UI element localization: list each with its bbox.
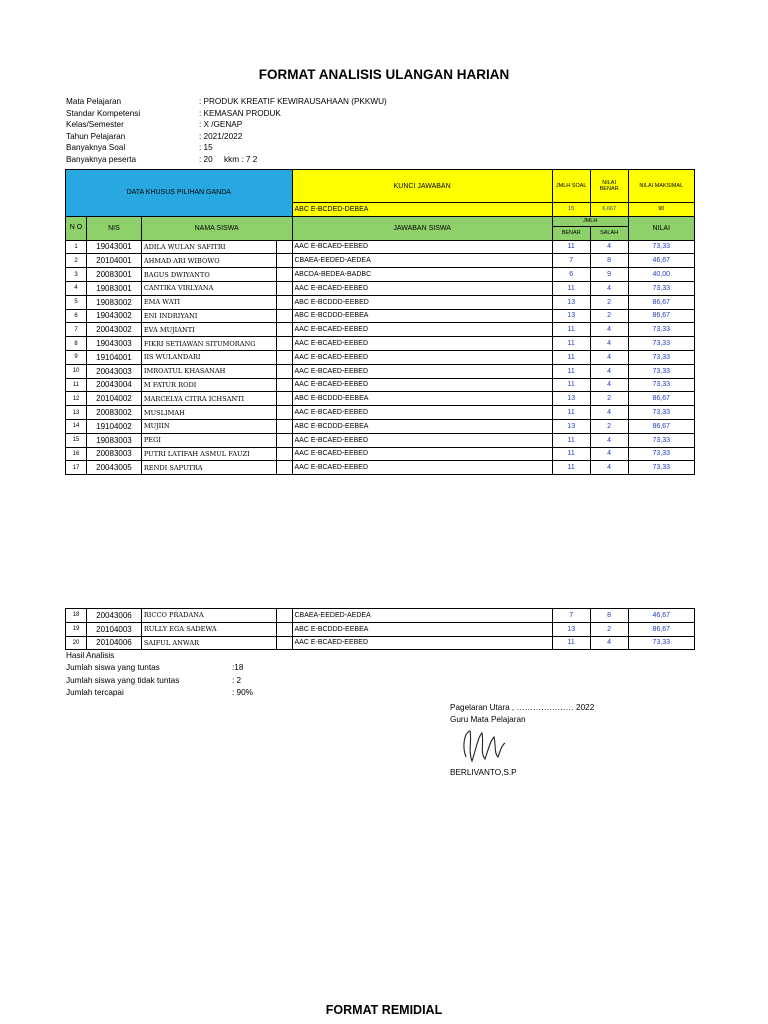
cell-nilai: 86,67 bbox=[628, 295, 694, 309]
cell-no: 12 bbox=[66, 392, 87, 406]
cell-nama: AHMAD ARI WIBOWO bbox=[141, 254, 276, 268]
cell-blank bbox=[276, 240, 292, 254]
table-row bbox=[66, 350, 695, 364]
info-row bbox=[66, 154, 387, 166]
cell-salah: 4 bbox=[590, 461, 628, 475]
table-row bbox=[66, 295, 695, 309]
cell-blank bbox=[276, 419, 292, 433]
cell-jawaban: ABC E-BCDDD-EEBEA bbox=[292, 309, 552, 323]
cell-benar: 11 bbox=[552, 337, 590, 351]
info-label: Tahun Pelajaran bbox=[66, 131, 126, 141]
table-row bbox=[66, 447, 695, 461]
header-nilai-maksimal: NILAI MAKSIMAL bbox=[628, 170, 694, 203]
cell-benar: 11 bbox=[552, 461, 590, 475]
cell-jawaban: AAC E-BCAED-EEBED bbox=[292, 337, 552, 351]
cell-salah: 4 bbox=[590, 447, 628, 461]
teacher-name: BERLIVANTO,S.P bbox=[450, 767, 517, 777]
cell-nama: MARCELYA CITRA ICHSANTI bbox=[141, 392, 276, 406]
cell-nama: RICCO PRADANA bbox=[141, 609, 276, 623]
info-label: Banyaknya Soal bbox=[66, 143, 126, 153]
cell-salah: 4 bbox=[590, 240, 628, 254]
cell-salah: 4 bbox=[590, 323, 628, 337]
col-nis: NIS bbox=[87, 216, 142, 240]
cell-jawaban: AAC E-BCAED-EEBED bbox=[292, 364, 552, 378]
cell-jawaban: ABCDA-BEDEA-BADBC bbox=[292, 268, 552, 282]
cell-nilai: 73,33 bbox=[628, 378, 694, 392]
kunci-value: ABC E-BCDED-DEBEA bbox=[292, 203, 552, 217]
info-value: : 2021/2022 bbox=[199, 131, 243, 141]
cell-no: 11 bbox=[66, 378, 87, 392]
cell-nilai: 73,33 bbox=[628, 240, 694, 254]
cell-no: 3 bbox=[66, 268, 87, 282]
table-row bbox=[66, 419, 695, 433]
cell-nis: 20104006 bbox=[87, 636, 142, 650]
header-jmlh-soal: JMLH SOAL bbox=[552, 170, 590, 203]
cell-nama: SAIFUL ANWAR bbox=[141, 636, 276, 650]
hasil-label: Jumlah tercapai bbox=[66, 687, 124, 697]
table-row bbox=[66, 323, 695, 337]
cell-jawaban: CBAEA-EEDED-AEDEA bbox=[292, 254, 552, 268]
info-row bbox=[66, 142, 387, 154]
cell-no: 6 bbox=[66, 309, 87, 323]
cell-nama: PUTRI LATIFAH ASMUL FAUZI bbox=[141, 447, 276, 461]
teacher-role: Guru Mata Pelajaran bbox=[450, 715, 526, 725]
cell-benar: 11 bbox=[552, 323, 590, 337]
cell-benar: 7 bbox=[552, 609, 590, 623]
table-row bbox=[66, 622, 695, 636]
hasil-title: Hasil Analisis bbox=[66, 651, 115, 660]
table-row bbox=[66, 406, 695, 420]
cell-salah: 4 bbox=[590, 350, 628, 364]
cell-nis: 20104001 bbox=[87, 254, 142, 268]
cell-benar: 13 bbox=[552, 295, 590, 309]
cell-blank bbox=[276, 309, 292, 323]
hasil-value: :18 bbox=[232, 663, 244, 673]
cell-jawaban: AAC E-BCAED-EEBED bbox=[292, 240, 552, 254]
cell-benar: 11 bbox=[552, 364, 590, 378]
cell-nama: CANTIKA VIRLYANA bbox=[141, 281, 276, 295]
cell-nilai: 86,67 bbox=[628, 392, 694, 406]
cell-nama: IIS WULANDARI bbox=[141, 350, 276, 364]
cell-nama: EMA WATI bbox=[141, 295, 276, 309]
table-row bbox=[66, 461, 695, 475]
info-block bbox=[66, 96, 387, 166]
table-row bbox=[66, 337, 695, 351]
cell-blank bbox=[276, 295, 292, 309]
cell-nis: 19043003 bbox=[87, 337, 142, 351]
cell-benar: 11 bbox=[552, 350, 590, 364]
cell-benar: 13 bbox=[552, 622, 590, 636]
cell-salah: 2 bbox=[590, 309, 628, 323]
cell-no: 7 bbox=[66, 323, 87, 337]
cell-salah: 4 bbox=[590, 406, 628, 420]
table-row bbox=[66, 240, 695, 254]
info-value: : 15 bbox=[199, 143, 213, 153]
signature-image bbox=[458, 727, 518, 767]
cell-benar: 11 bbox=[552, 240, 590, 254]
cell-nilai: 73,33 bbox=[628, 281, 694, 295]
cell-blank bbox=[276, 337, 292, 351]
cell-blank bbox=[276, 378, 292, 392]
place-date: Pagelaran Utara , ………………… 2022 bbox=[450, 703, 595, 712]
cell-nis: 20043005 bbox=[87, 461, 142, 475]
cell-salah: 4 bbox=[590, 378, 628, 392]
cell-nis: 20083001 bbox=[87, 268, 142, 282]
hasil-label: Jumlah siswa yang tidak tuntas bbox=[66, 675, 180, 685]
cell-nis: 20043004 bbox=[87, 378, 142, 392]
cell-no: 9 bbox=[66, 350, 87, 364]
cell-benar: 11 bbox=[552, 406, 590, 420]
cell-no: 8 bbox=[66, 337, 87, 351]
cell-nis: 19104002 bbox=[87, 419, 142, 433]
cell-nis: 20083003 bbox=[87, 447, 142, 461]
col-jmlh: JMLH bbox=[552, 216, 628, 226]
cell-jawaban: AAC E-BCAED-EEBED bbox=[292, 406, 552, 420]
cell-blank bbox=[276, 461, 292, 475]
cell-benar: 13 bbox=[552, 392, 590, 406]
cell-no: 19 bbox=[66, 622, 87, 636]
info-row bbox=[66, 96, 387, 108]
cell-nilai: 73,33 bbox=[628, 447, 694, 461]
cell-no: 14 bbox=[66, 419, 87, 433]
cell-no: 18 bbox=[66, 609, 87, 623]
cell-nis: 20083002 bbox=[87, 406, 142, 420]
cell-jawaban: AAC E-BCAED-EEBED bbox=[292, 461, 552, 475]
cell-nilai: 73,33 bbox=[628, 636, 694, 650]
table-row bbox=[66, 636, 695, 650]
table-row bbox=[66, 378, 695, 392]
footer-title: FORMAT REMIDIAL bbox=[325, 1003, 443, 1017]
cell-nilai: 46,67 bbox=[628, 609, 694, 623]
analysis-table-continued bbox=[65, 608, 695, 650]
cell-blank bbox=[276, 636, 292, 650]
cell-salah: 8 bbox=[590, 609, 628, 623]
col-salah: SALAH bbox=[590, 226, 628, 240]
cell-nilai: 73,33 bbox=[628, 364, 694, 378]
cell-salah: 4 bbox=[590, 281, 628, 295]
cell-jawaban: AAC E-BCAED-EEBED bbox=[292, 447, 552, 461]
cell-benar: 11 bbox=[552, 447, 590, 461]
cell-blank bbox=[276, 433, 292, 447]
cell-nilai: 73,33 bbox=[628, 323, 694, 337]
cell-salah: 4 bbox=[590, 364, 628, 378]
cell-nis: 20104003 bbox=[87, 622, 142, 636]
cell-nis: 19043001 bbox=[87, 240, 142, 254]
info-row bbox=[66, 131, 387, 143]
cell-no: 1 bbox=[66, 240, 87, 254]
nilai-maksimal-value: 90 bbox=[628, 203, 694, 217]
cell-nilai: 86,67 bbox=[628, 622, 694, 636]
cell-benar: 13 bbox=[552, 309, 590, 323]
info-label: Standar Kompetensi bbox=[66, 108, 141, 118]
cell-blank bbox=[276, 268, 292, 282]
cell-jawaban: AAC E-BCAED-EEBED bbox=[292, 281, 552, 295]
cell-nilai: 86,67 bbox=[628, 309, 694, 323]
cell-salah: 2 bbox=[590, 392, 628, 406]
cell-no: 20 bbox=[66, 636, 87, 650]
cell-benar: 13 bbox=[552, 419, 590, 433]
cell-blank bbox=[276, 392, 292, 406]
header-nilai-benar: NILAI BENAR bbox=[590, 170, 628, 203]
cell-nama: IMROATUL KHASANAH bbox=[141, 364, 276, 378]
cell-salah: 4 bbox=[590, 433, 628, 447]
cell-blank bbox=[276, 254, 292, 268]
cell-nama: M FATUR RODI bbox=[141, 378, 276, 392]
cell-nis: 20043003 bbox=[87, 364, 142, 378]
cell-blank bbox=[276, 323, 292, 337]
table-row bbox=[66, 268, 695, 282]
hasil-row bbox=[66, 675, 253, 687]
cell-no: 15 bbox=[66, 433, 87, 447]
hasil-value: : 90% bbox=[232, 687, 253, 697]
cell-nama: ADILA WULAN SAFITRI bbox=[141, 240, 276, 254]
cell-no: 4 bbox=[66, 281, 87, 295]
cell-nama: MUJIIN bbox=[141, 419, 276, 433]
cell-salah: 9 bbox=[590, 268, 628, 282]
hasil-analisis bbox=[66, 650, 253, 699]
cell-jawaban: ABC E-BCDDD-EEBEA bbox=[292, 419, 552, 433]
cell-no: 5 bbox=[66, 295, 87, 309]
cell-salah: 4 bbox=[590, 636, 628, 650]
cell-nama: BAGUS DWIYANTO bbox=[141, 268, 276, 282]
cell-jawaban: CBAEA-EEDED-AEDEA bbox=[292, 609, 552, 623]
cell-nis: 20043006 bbox=[87, 609, 142, 623]
cell-jawaban: ABC E-BCDDD-EEBED bbox=[292, 295, 552, 309]
cell-nis: 19083003 bbox=[87, 433, 142, 447]
cell-blank bbox=[276, 447, 292, 461]
analysis-table bbox=[65, 169, 695, 475]
cell-benar: 11 bbox=[552, 281, 590, 295]
cell-jawaban: ABC E-BCDDD-EEBEA bbox=[292, 392, 552, 406]
cell-jawaban: AAC E-BCAED-EEBED bbox=[292, 636, 552, 650]
cell-nilai: 73,33 bbox=[628, 350, 694, 364]
cell-no: 13 bbox=[66, 406, 87, 420]
info-label: Kelas/Semester bbox=[66, 120, 124, 130]
header-data-khusus: DATA KHUSUS PILIHAN GANDA bbox=[66, 170, 293, 217]
cell-blank bbox=[276, 281, 292, 295]
col-nama: NAMA SISWA bbox=[141, 216, 292, 240]
cell-benar: 11 bbox=[552, 378, 590, 392]
cell-nis: 19043002 bbox=[87, 309, 142, 323]
cell-jawaban: AAC E-BCAED-EEBED bbox=[292, 323, 552, 337]
jmlh-soal-value: 15 bbox=[552, 203, 590, 217]
cell-nama: PEGI bbox=[141, 433, 276, 447]
info-value: : KEMASAN PRODUK bbox=[199, 108, 281, 118]
cell-no: 17 bbox=[66, 461, 87, 475]
cell-benar: 6 bbox=[552, 268, 590, 282]
table-row bbox=[66, 281, 695, 295]
cell-blank bbox=[276, 609, 292, 623]
cell-salah: 2 bbox=[590, 622, 628, 636]
cell-no: 2 bbox=[66, 254, 87, 268]
cell-nilai: 86,67 bbox=[628, 419, 694, 433]
cell-nilai: 73,33 bbox=[628, 337, 694, 351]
cell-benar: 11 bbox=[552, 433, 590, 447]
cell-nilai: 46,67 bbox=[628, 254, 694, 268]
cell-nama: MUSLIMAH bbox=[141, 406, 276, 420]
cell-no: 16 bbox=[66, 447, 87, 461]
cell-nama: EVA MUJIANTI bbox=[141, 323, 276, 337]
cell-blank bbox=[276, 364, 292, 378]
cell-nis: 20043002 bbox=[87, 323, 142, 337]
cell-nama: RENDI SAPUTRA bbox=[141, 461, 276, 475]
cell-nilai: 40,00 bbox=[628, 268, 694, 282]
cell-nilai: 73,33 bbox=[628, 461, 694, 475]
col-jawaban: JAWABAN SISWA bbox=[292, 216, 552, 240]
hasil-value: : 2 bbox=[232, 675, 242, 685]
cell-nama: ENI INDRIYANI bbox=[141, 309, 276, 323]
cell-jawaban: AAC E-BCAED-EEBED bbox=[292, 350, 552, 364]
cell-nama: RULLY EGA SADEWA bbox=[141, 622, 276, 636]
document-title: FORMAT ANALISIS ULANGAN HARIAN bbox=[258, 67, 510, 82]
cell-salah: 2 bbox=[590, 295, 628, 309]
info-label: Banyaknya peserta bbox=[66, 154, 137, 164]
cell-jawaban: AAC E-BCAED-EEBED bbox=[292, 433, 552, 447]
cell-blank bbox=[276, 622, 292, 636]
cell-blank bbox=[276, 350, 292, 364]
header-kunci-jawaban: KUNCI JAWABAN bbox=[292, 170, 552, 203]
cell-nis: 19083002 bbox=[87, 295, 142, 309]
cell-nilai: 73,33 bbox=[628, 433, 694, 447]
table-row bbox=[66, 392, 695, 406]
table-row bbox=[66, 254, 695, 268]
cell-jawaban: AAC E-BCAED-EEBED bbox=[292, 378, 552, 392]
info-label: Mata Pelajaran bbox=[66, 97, 122, 106]
col-benar: BENAR bbox=[552, 226, 590, 240]
cell-nis: 19104001 bbox=[87, 350, 142, 364]
hasil-row bbox=[66, 662, 253, 674]
info-row bbox=[66, 119, 387, 131]
cell-blank bbox=[276, 406, 292, 420]
cell-salah: 2 bbox=[590, 419, 628, 433]
info-value: : 20 kkm : 7 2 bbox=[199, 154, 258, 164]
nilai-benar-value: 6,667 bbox=[590, 203, 628, 217]
hasil-label: Jumlah siswa yang tuntas bbox=[66, 663, 160, 673]
info-row bbox=[66, 108, 387, 120]
cell-nis: 20104002 bbox=[87, 392, 142, 406]
table-row bbox=[66, 309, 695, 323]
col-nilai: NILAI bbox=[628, 216, 694, 240]
table-row bbox=[66, 364, 695, 378]
cell-salah: 8 bbox=[590, 254, 628, 268]
cell-no: 10 bbox=[66, 364, 87, 378]
cell-nama: FIKRI SETIAWAN SITUMORANG bbox=[141, 337, 276, 351]
cell-salah: 4 bbox=[590, 337, 628, 351]
cell-nis: 19083001 bbox=[87, 281, 142, 295]
cell-benar: 11 bbox=[552, 636, 590, 650]
cell-benar: 7 bbox=[552, 254, 590, 268]
info-value: : X /GENAP bbox=[199, 120, 243, 130]
cell-jawaban: ABC E-BCDDD-EEBEA bbox=[292, 622, 552, 636]
hasil-row bbox=[66, 687, 253, 699]
signature-block bbox=[450, 702, 594, 779]
col-no: N O bbox=[66, 216, 87, 240]
table-row bbox=[66, 609, 695, 623]
cell-nilai: 73,33 bbox=[628, 406, 694, 420]
info-value: : PRODUK KREATIF KEWIRAUSAHAAN (PKKWU) bbox=[199, 97, 387, 106]
table-row bbox=[66, 433, 695, 447]
